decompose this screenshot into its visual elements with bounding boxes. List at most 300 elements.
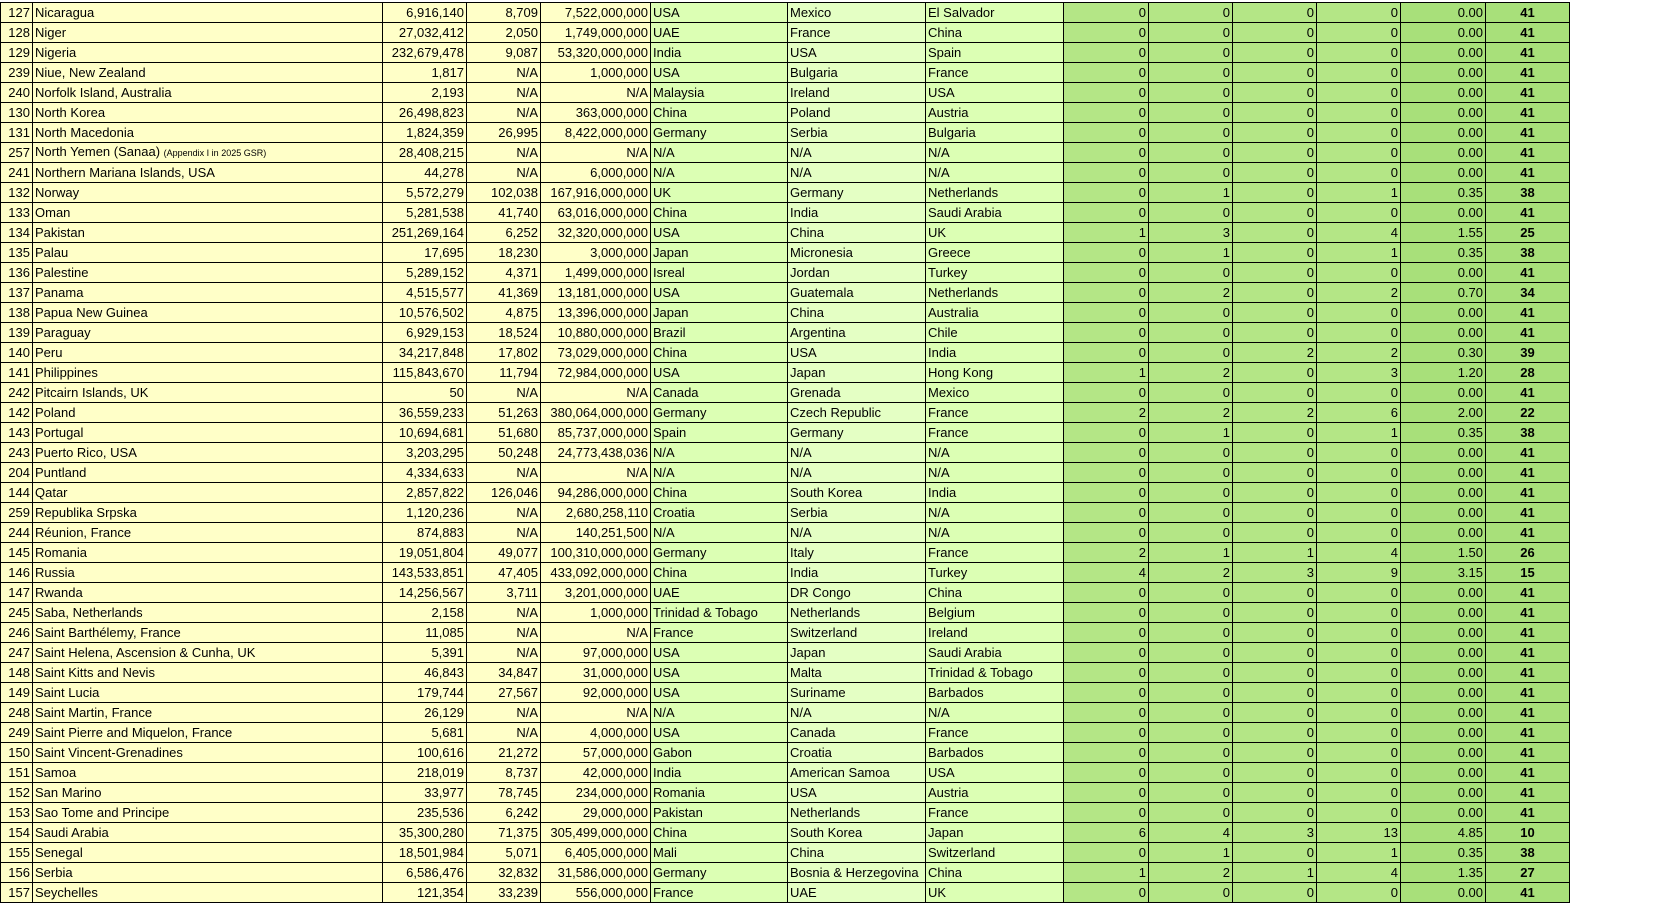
row-id-cell[interactable]: 151 — [1, 763, 33, 783]
score-1-cell[interactable]: 0 — [1064, 23, 1149, 43]
score-2-cell[interactable]: 0 — [1149, 743, 1233, 763]
population-cell[interactable]: 10,576,502 — [383, 303, 467, 323]
population-cell[interactable]: 5,391 — [383, 643, 467, 663]
destination-3-cell[interactable]: Hong Kong — [926, 363, 1064, 383]
gdp-per-capita-cell[interactable]: N/A — [467, 503, 541, 523]
destination-1-cell[interactable]: UAE — [651, 583, 788, 603]
gdp-per-capita-cell[interactable]: 8,709 — [467, 3, 541, 23]
score-total-cell[interactable]: 4 — [1317, 223, 1401, 243]
score-2-cell[interactable]: 0 — [1149, 163, 1233, 183]
country-name-cell[interactable]: Qatar — [33, 483, 383, 503]
population-cell[interactable]: 5,289,152 — [383, 263, 467, 283]
row-id-cell[interactable]: 147 — [1, 583, 33, 603]
exports-value-cell[interactable]: 6,000,000 — [541, 163, 651, 183]
score-1-cell[interactable]: 0 — [1064, 83, 1149, 103]
population-cell[interactable]: 26,129 — [383, 703, 467, 723]
row-id-cell[interactable]: 157 — [1, 883, 33, 903]
rank-cell[interactable]: 41 — [1486, 523, 1570, 543]
score-total-cell[interactable]: 3 — [1317, 363, 1401, 383]
rank-cell[interactable]: 41 — [1486, 3, 1570, 23]
index-cell[interactable]: 0.35 — [1401, 243, 1486, 263]
exports-value-cell[interactable]: 7,522,000,000 — [541, 3, 651, 23]
destination-1-cell[interactable]: N/A — [651, 143, 788, 163]
score-total-cell[interactable]: 0 — [1317, 663, 1401, 683]
destination-1-cell[interactable]: Germany — [651, 123, 788, 143]
index-cell[interactable]: 0.35 — [1401, 843, 1486, 863]
rank-cell[interactable]: 41 — [1486, 383, 1570, 403]
exports-value-cell[interactable]: 63,016,000,000 — [541, 203, 651, 223]
index-cell[interactable]: 0.00 — [1401, 683, 1486, 703]
score-3-cell[interactable]: 0 — [1233, 483, 1317, 503]
destination-1-cell[interactable]: China — [651, 103, 788, 123]
index-cell[interactable]: 1.35 — [1401, 863, 1486, 883]
score-total-cell[interactable]: 0 — [1317, 803, 1401, 823]
population-cell[interactable]: 2,158 — [383, 603, 467, 623]
score-total-cell[interactable]: 6 — [1317, 403, 1401, 423]
destination-1-cell[interactable]: USA — [651, 223, 788, 243]
score-2-cell[interactable]: 0 — [1149, 783, 1233, 803]
score-1-cell[interactable]: 0 — [1064, 643, 1149, 663]
exports-value-cell[interactable]: 85,737,000,000 — [541, 423, 651, 443]
destination-2-cell[interactable]: Germany — [788, 183, 926, 203]
country-name-cell[interactable]: North Macedonia — [33, 123, 383, 143]
row-id-cell[interactable]: 241 — [1, 163, 33, 183]
row-id-cell[interactable]: 153 — [1, 803, 33, 823]
score-3-cell[interactable]: 3 — [1233, 563, 1317, 583]
rank-cell[interactable]: 28 — [1486, 363, 1570, 383]
rank-cell[interactable]: 41 — [1486, 143, 1570, 163]
country-name-cell[interactable]: Papua New Guinea — [33, 303, 383, 323]
destination-3-cell[interactable]: China — [926, 583, 1064, 603]
score-1-cell[interactable]: 1 — [1064, 863, 1149, 883]
gdp-per-capita-cell[interactable]: 34,847 — [467, 663, 541, 683]
destination-2-cell[interactable]: Malta — [788, 663, 926, 683]
score-1-cell[interactable]: 2 — [1064, 543, 1149, 563]
country-name-cell[interactable]: Pakistan — [33, 223, 383, 243]
score-total-cell[interactable]: 0 — [1317, 303, 1401, 323]
destination-3-cell[interactable]: China — [926, 863, 1064, 883]
score-3-cell[interactable]: 0 — [1233, 623, 1317, 643]
destination-1-cell[interactable]: USA — [651, 283, 788, 303]
rank-cell[interactable]: 41 — [1486, 43, 1570, 63]
row-id-cell[interactable]: 141 — [1, 363, 33, 383]
row-id-cell[interactable]: 259 — [1, 503, 33, 523]
score-3-cell[interactable]: 0 — [1233, 683, 1317, 703]
destination-2-cell[interactable]: Switzerland — [788, 623, 926, 643]
country-name-cell[interactable]: Paraguay — [33, 323, 383, 343]
rank-cell[interactable]: 41 — [1486, 83, 1570, 103]
gdp-per-capita-cell[interactable]: N/A — [467, 523, 541, 543]
destination-2-cell[interactable]: N/A — [788, 443, 926, 463]
score-3-cell[interactable]: 0 — [1233, 223, 1317, 243]
destination-3-cell[interactable]: Netherlands — [926, 183, 1064, 203]
destination-3-cell[interactable]: Saudi Arabia — [926, 203, 1064, 223]
rank-cell[interactable]: 38 — [1486, 843, 1570, 863]
country-name-cell[interactable]: Poland — [33, 403, 383, 423]
population-cell[interactable]: 44,278 — [383, 163, 467, 183]
score-3-cell[interactable]: 0 — [1233, 723, 1317, 743]
score-2-cell[interactable]: 0 — [1149, 803, 1233, 823]
country-name-cell[interactable]: Norway — [33, 183, 383, 203]
index-cell[interactable]: 0.00 — [1401, 803, 1486, 823]
rank-cell[interactable]: 41 — [1486, 443, 1570, 463]
score-3-cell[interactable]: 0 — [1233, 263, 1317, 283]
score-1-cell[interactable]: 0 — [1064, 763, 1149, 783]
score-3-cell[interactable]: 0 — [1233, 283, 1317, 303]
index-cell[interactable]: 0.35 — [1401, 183, 1486, 203]
row-id-cell[interactable]: 140 — [1, 343, 33, 363]
population-cell[interactable]: 100,616 — [383, 743, 467, 763]
index-cell[interactable]: 0.00 — [1401, 23, 1486, 43]
score-1-cell[interactable]: 0 — [1064, 183, 1149, 203]
rank-cell[interactable]: 27 — [1486, 863, 1570, 883]
population-cell[interactable]: 19,051,804 — [383, 543, 467, 563]
destination-3-cell[interactable]: Mexico — [926, 383, 1064, 403]
index-cell[interactable]: 1.50 — [1401, 543, 1486, 563]
population-cell[interactable]: 4,334,633 — [383, 463, 467, 483]
destination-3-cell[interactable]: USA — [926, 83, 1064, 103]
destination-2-cell[interactable]: India — [788, 203, 926, 223]
destination-1-cell[interactable]: China — [651, 823, 788, 843]
destination-1-cell[interactable]: India — [651, 43, 788, 63]
exports-value-cell[interactable]: 100,310,000,000 — [541, 543, 651, 563]
exports-value-cell[interactable]: 3,000,000 — [541, 243, 651, 263]
score-3-cell[interactable]: 0 — [1233, 43, 1317, 63]
exports-value-cell[interactable]: 29,000,000 — [541, 803, 651, 823]
rank-cell[interactable]: 41 — [1486, 663, 1570, 683]
destination-2-cell[interactable]: France — [788, 23, 926, 43]
population-cell[interactable]: 232,679,478 — [383, 43, 467, 63]
index-cell[interactable]: 0.00 — [1401, 383, 1486, 403]
score-2-cell[interactable]: 0 — [1149, 203, 1233, 223]
gdp-per-capita-cell[interactable]: N/A — [467, 643, 541, 663]
destination-3-cell[interactable]: N/A — [926, 703, 1064, 723]
destination-1-cell[interactable]: Brazil — [651, 323, 788, 343]
gdp-per-capita-cell[interactable]: N/A — [467, 63, 541, 83]
score-3-cell[interactable]: 0 — [1233, 63, 1317, 83]
population-cell[interactable]: 5,281,538 — [383, 203, 467, 223]
destination-3-cell[interactable]: France — [926, 403, 1064, 423]
destination-1-cell[interactable]: Germany — [651, 403, 788, 423]
destination-3-cell[interactable]: El Salvador — [926, 3, 1064, 23]
index-cell[interactable]: 0.00 — [1401, 583, 1486, 603]
score-1-cell[interactable]: 0 — [1064, 3, 1149, 23]
score-3-cell[interactable]: 0 — [1233, 203, 1317, 223]
rank-cell[interactable]: 41 — [1486, 203, 1570, 223]
gdp-per-capita-cell[interactable]: 126,046 — [467, 483, 541, 503]
score-1-cell[interactable]: 1 — [1064, 223, 1149, 243]
country-name-cell[interactable]: Palau — [33, 243, 383, 263]
row-id-cell[interactable]: 135 — [1, 243, 33, 263]
row-id-cell[interactable]: 138 — [1, 303, 33, 323]
destination-3-cell[interactable]: Chile — [926, 323, 1064, 343]
gdp-per-capita-cell[interactable]: 4,371 — [467, 263, 541, 283]
score-1-cell[interactable]: 0 — [1064, 523, 1149, 543]
exports-value-cell[interactable]: 1,749,000,000 — [541, 23, 651, 43]
score-2-cell[interactable]: 1 — [1149, 243, 1233, 263]
gdp-per-capita-cell[interactable]: 49,077 — [467, 543, 541, 563]
gdp-per-capita-cell[interactable]: 27,567 — [467, 683, 541, 703]
destination-2-cell[interactable]: Poland — [788, 103, 926, 123]
destination-1-cell[interactable]: UK — [651, 183, 788, 203]
rank-cell[interactable]: 41 — [1486, 103, 1570, 123]
rank-cell[interactable]: 38 — [1486, 423, 1570, 443]
destination-2-cell[interactable]: N/A — [788, 143, 926, 163]
score-total-cell[interactable]: 0 — [1317, 683, 1401, 703]
gdp-per-capita-cell[interactable]: 18,524 — [467, 323, 541, 343]
destination-1-cell[interactable]: N/A — [651, 523, 788, 543]
country-name-cell[interactable]: Saint Barthélemy, France — [33, 623, 383, 643]
row-id-cell[interactable]: 156 — [1, 863, 33, 883]
population-cell[interactable]: 4,515,577 — [383, 283, 467, 303]
score-2-cell[interactable]: 0 — [1149, 123, 1233, 143]
exports-value-cell[interactable]: 31,000,000 — [541, 663, 651, 683]
score-1-cell[interactable]: 0 — [1064, 783, 1149, 803]
exports-value-cell[interactable]: 380,064,000,000 — [541, 403, 651, 423]
exports-value-cell[interactable]: 72,984,000,000 — [541, 363, 651, 383]
gdp-per-capita-cell[interactable]: 41,369 — [467, 283, 541, 303]
population-cell[interactable]: 26,498,823 — [383, 103, 467, 123]
rank-cell[interactable]: 38 — [1486, 183, 1570, 203]
destination-2-cell[interactable]: Jordan — [788, 263, 926, 283]
score-3-cell[interactable]: 0 — [1233, 243, 1317, 263]
destination-3-cell[interactable]: N/A — [926, 143, 1064, 163]
gdp-per-capita-cell[interactable]: N/A — [467, 143, 541, 163]
score-3-cell[interactable]: 0 — [1233, 303, 1317, 323]
gdp-per-capita-cell[interactable]: 21,272 — [467, 743, 541, 763]
destination-1-cell[interactable]: Japan — [651, 243, 788, 263]
score-1-cell[interactable]: 0 — [1064, 663, 1149, 683]
row-id-cell[interactable]: 136 — [1, 263, 33, 283]
index-cell[interactable]: 0.00 — [1401, 3, 1486, 23]
score-3-cell[interactable]: 2 — [1233, 343, 1317, 363]
population-cell[interactable]: 46,843 — [383, 663, 467, 683]
destination-1-cell[interactable]: China — [651, 203, 788, 223]
index-cell[interactable]: 0.00 — [1401, 883, 1486, 903]
score-3-cell[interactable]: 0 — [1233, 643, 1317, 663]
destination-2-cell[interactable]: USA — [788, 343, 926, 363]
score-1-cell[interactable]: 0 — [1064, 883, 1149, 903]
index-cell[interactable]: 0.00 — [1401, 303, 1486, 323]
score-total-cell[interactable]: 0 — [1317, 743, 1401, 763]
destination-3-cell[interactable]: N/A — [926, 443, 1064, 463]
score-3-cell[interactable]: 0 — [1233, 83, 1317, 103]
score-1-cell[interactable]: 0 — [1064, 603, 1149, 623]
destination-3-cell[interactable]: France — [926, 423, 1064, 443]
score-2-cell[interactable]: 0 — [1149, 623, 1233, 643]
destination-2-cell[interactable]: American Samoa — [788, 763, 926, 783]
destination-2-cell[interactable]: Japan — [788, 363, 926, 383]
exports-value-cell[interactable]: 305,499,000,000 — [541, 823, 651, 843]
destination-3-cell[interactable]: France — [926, 63, 1064, 83]
destination-2-cell[interactable]: Germany — [788, 423, 926, 443]
score-2-cell[interactable]: 0 — [1149, 103, 1233, 123]
exports-value-cell[interactable]: 1,499,000,000 — [541, 263, 651, 283]
country-name-cell[interactable]: Pitcairn Islands, UK — [33, 383, 383, 403]
destination-1-cell[interactable]: USA — [651, 663, 788, 683]
country-name-cell[interactable]: Niger — [33, 23, 383, 43]
row-id-cell[interactable]: 240 — [1, 83, 33, 103]
row-id-cell[interactable]: 150 — [1, 743, 33, 763]
score-total-cell[interactable]: 1 — [1317, 843, 1401, 863]
exports-value-cell[interactable]: 97,000,000 — [541, 643, 651, 663]
gdp-per-capita-cell[interactable]: N/A — [467, 103, 541, 123]
country-name-cell[interactable]: Réunion, France — [33, 523, 383, 543]
destination-2-cell[interactable]: Argentina — [788, 323, 926, 343]
rank-cell[interactable]: 34 — [1486, 283, 1570, 303]
row-id-cell[interactable]: 242 — [1, 383, 33, 403]
destination-1-cell[interactable]: China — [651, 343, 788, 363]
destination-1-cell[interactable]: USA — [651, 363, 788, 383]
score-total-cell[interactable]: 0 — [1317, 723, 1401, 743]
score-2-cell[interactable]: 0 — [1149, 443, 1233, 463]
exports-value-cell[interactable]: 167,916,000,000 — [541, 183, 651, 203]
country-name-cell[interactable]: Saba, Netherlands — [33, 603, 383, 623]
index-cell[interactable]: 0.00 — [1401, 123, 1486, 143]
gdp-per-capita-cell[interactable]: 4,875 — [467, 303, 541, 323]
score-3-cell[interactable]: 0 — [1233, 463, 1317, 483]
exports-value-cell[interactable]: 140,251,500 — [541, 523, 651, 543]
exports-value-cell[interactable]: 32,320,000,000 — [541, 223, 651, 243]
score-1-cell[interactable]: 0 — [1064, 123, 1149, 143]
score-1-cell[interactable]: 0 — [1064, 583, 1149, 603]
index-cell[interactable]: 0.00 — [1401, 483, 1486, 503]
destination-3-cell[interactable]: Turkey — [926, 563, 1064, 583]
row-id-cell[interactable]: 144 — [1, 483, 33, 503]
score-2-cell[interactable]: 0 — [1149, 323, 1233, 343]
score-3-cell[interactable]: 0 — [1233, 363, 1317, 383]
exports-value-cell[interactable]: 42,000,000 — [541, 763, 651, 783]
row-id-cell[interactable]: 246 — [1, 623, 33, 643]
score-3-cell[interactable]: 0 — [1233, 503, 1317, 523]
score-2-cell[interactable]: 1 — [1149, 183, 1233, 203]
destination-2-cell[interactable]: China — [788, 303, 926, 323]
population-cell[interactable]: 218,019 — [383, 763, 467, 783]
country-name-cell[interactable]: Portugal — [33, 423, 383, 443]
destination-3-cell[interactable]: N/A — [926, 523, 1064, 543]
score-2-cell[interactable]: 1 — [1149, 543, 1233, 563]
destination-3-cell[interactable]: Ireland — [926, 623, 1064, 643]
index-cell[interactable]: 0.00 — [1401, 623, 1486, 643]
index-cell[interactable]: 0.70 — [1401, 283, 1486, 303]
score-3-cell[interactable]: 0 — [1233, 443, 1317, 463]
gdp-per-capita-cell[interactable]: 47,405 — [467, 563, 541, 583]
population-cell[interactable]: 18,501,984 — [383, 843, 467, 863]
exports-value-cell[interactable]: 13,396,000,000 — [541, 303, 651, 323]
score-2-cell[interactable]: 0 — [1149, 3, 1233, 23]
index-cell[interactable]: 0.00 — [1401, 103, 1486, 123]
destination-1-cell[interactable]: USA — [651, 683, 788, 703]
country-name-cell[interactable]: Saint Kitts and Nevis — [33, 663, 383, 683]
destination-1-cell[interactable]: N/A — [651, 163, 788, 183]
population-cell[interactable]: 6,916,140 — [383, 3, 467, 23]
rank-cell[interactable]: 41 — [1486, 703, 1570, 723]
destination-2-cell[interactable]: Serbia — [788, 503, 926, 523]
score-3-cell[interactable]: 0 — [1233, 383, 1317, 403]
score-2-cell[interactable]: 0 — [1149, 703, 1233, 723]
destination-3-cell[interactable]: N/A — [926, 163, 1064, 183]
exports-value-cell[interactable]: 4,000,000 — [541, 723, 651, 743]
destination-2-cell[interactable]: Bosnia & Herzegovina — [788, 863, 926, 883]
score-3-cell[interactable]: 1 — [1233, 543, 1317, 563]
row-id-cell[interactable]: 139 — [1, 323, 33, 343]
score-total-cell[interactable]: 0 — [1317, 883, 1401, 903]
rank-cell[interactable]: 41 — [1486, 803, 1570, 823]
destination-1-cell[interactable]: N/A — [651, 703, 788, 723]
row-id-cell[interactable]: 146 — [1, 563, 33, 583]
score-2-cell[interactable]: 2 — [1149, 363, 1233, 383]
destination-2-cell[interactable]: India — [788, 563, 926, 583]
population-cell[interactable]: 2,857,822 — [383, 483, 467, 503]
score-total-cell[interactable]: 0 — [1317, 783, 1401, 803]
score-3-cell[interactable]: 0 — [1233, 523, 1317, 543]
gdp-per-capita-cell[interactable]: 51,263 — [467, 403, 541, 423]
score-1-cell[interactable]: 0 — [1064, 423, 1149, 443]
destination-1-cell[interactable]: Germany — [651, 863, 788, 883]
country-name-cell[interactable]: Peru — [33, 343, 383, 363]
score-3-cell[interactable]: 0 — [1233, 663, 1317, 683]
score-total-cell[interactable]: 0 — [1317, 123, 1401, 143]
rank-cell[interactable]: 10 — [1486, 823, 1570, 843]
score-total-cell[interactable]: 0 — [1317, 463, 1401, 483]
score-3-cell[interactable]: 0 — [1233, 323, 1317, 343]
score-3-cell[interactable]: 0 — [1233, 763, 1317, 783]
gdp-per-capita-cell[interactable]: 71,375 — [467, 823, 541, 843]
population-cell[interactable]: 50 — [383, 383, 467, 403]
destination-1-cell[interactable]: USA — [651, 3, 788, 23]
rank-cell[interactable]: 41 — [1486, 503, 1570, 523]
score-total-cell[interactable]: 0 — [1317, 23, 1401, 43]
exports-value-cell[interactable]: 1,000,000 — [541, 63, 651, 83]
population-cell[interactable]: 11,085 — [383, 623, 467, 643]
destination-1-cell[interactable]: Trinidad & Tobago — [651, 603, 788, 623]
score-total-cell[interactable]: 0 — [1317, 483, 1401, 503]
destination-3-cell[interactable]: Barbados — [926, 683, 1064, 703]
gdp-per-capita-cell[interactable]: N/A — [467, 83, 541, 103]
country-name-cell[interactable]: Saint Helena, Ascension & Cunha, UK — [33, 643, 383, 663]
gdp-per-capita-cell[interactable]: N/A — [467, 463, 541, 483]
index-cell[interactable]: 2.00 — [1401, 403, 1486, 423]
row-id-cell[interactable]: 245 — [1, 603, 33, 623]
country-name-cell[interactable]: Saint Martin, France — [33, 703, 383, 723]
destination-3-cell[interactable]: USA — [926, 763, 1064, 783]
population-cell[interactable]: 1,120,236 — [383, 503, 467, 523]
gdp-per-capita-cell[interactable]: N/A — [467, 603, 541, 623]
index-cell[interactable]: 0.00 — [1401, 203, 1486, 223]
score-total-cell[interactable]: 0 — [1317, 323, 1401, 343]
rank-cell[interactable]: 41 — [1486, 23, 1570, 43]
index-cell[interactable]: 3.15 — [1401, 563, 1486, 583]
row-id-cell[interactable]: 249 — [1, 723, 33, 743]
score-2-cell[interactable]: 0 — [1149, 643, 1233, 663]
gdp-per-capita-cell[interactable]: N/A — [467, 163, 541, 183]
rank-cell[interactable]: 41 — [1486, 623, 1570, 643]
score-1-cell[interactable]: 0 — [1064, 43, 1149, 63]
score-total-cell[interactable]: 0 — [1317, 643, 1401, 663]
score-1-cell[interactable]: 0 — [1064, 803, 1149, 823]
exports-value-cell[interactable]: 1,000,000 — [541, 603, 651, 623]
rank-cell[interactable]: 26 — [1486, 543, 1570, 563]
destination-2-cell[interactable]: Netherlands — [788, 803, 926, 823]
row-id-cell[interactable]: 143 — [1, 423, 33, 443]
destination-2-cell[interactable]: Bulgaria — [788, 63, 926, 83]
destination-1-cell[interactable]: USA — [651, 643, 788, 663]
row-id-cell[interactable]: 243 — [1, 443, 33, 463]
gdp-per-capita-cell[interactable]: N/A — [467, 383, 541, 403]
row-id-cell[interactable]: 128 — [1, 23, 33, 43]
score-1-cell[interactable]: 1 — [1064, 363, 1149, 383]
population-cell[interactable]: 143,533,851 — [383, 563, 467, 583]
